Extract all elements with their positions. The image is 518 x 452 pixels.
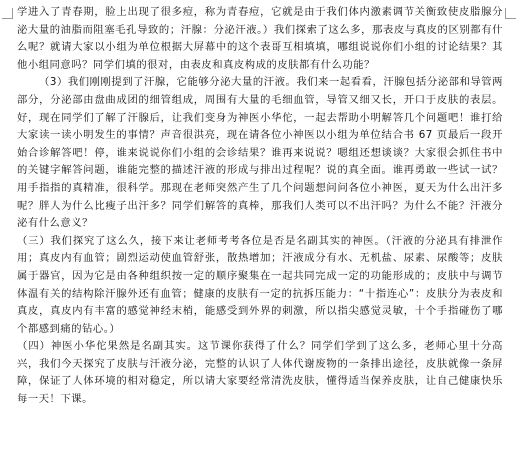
document-body: [17, 4, 503, 409]
paragraph-section-four: （四）神医小华佗果然是名副其实。这节课你获得了什么？同学们学到了这么多，老师心里十分高兴，我们今天探究了皮肤与汗液分泌，完整的认识了人体代谢废物的一条排出途径，皮肤就像一条屏障，保证了人体环境的相对稳定，所以请大家要经常清洗皮肤，懂得适当保养皮肤，让自己健康快乐每一天！下课。: [17, 340, 503, 406]
paragraph-intro-continuation: 学进入了青春期，脸上出现了很多痘，称为青春痘，它就是由于我们体内激素调节关衡致使皮脂腺分泌大量的油脂而阻塞毛孔导致的；汗腺：分泌汗液。）我们探索了这么多，那表皮与真皮的区别都有什么呢？就请大家以小组为单位根据大屏幕中的这个表哥互相填填，哪组说说你们小组的讨论结果？其他小组同意吗？同学们填的很对，由表皮和真皮构成的皮肤都有什么功能？: [17, 6, 503, 71]
paragraph-section-3: （3）我们刚刚提到了汗腺，它能够分泌大量的汗液。我们来一起看看，汗腺包括分泌部和导管两部分，分泌部由盘曲成团的细管组成，周围有大量的毛细血管，导管又细又长，开口于皮肤的表层。好，现在同学们了解了汗腺后，让我们变身为神医小华佗，一起去帮助小明解答几个问题吧！谁打给大家读一读小明发生的事情？声音很洪亮，现在请各位小神医以小组为单位结合书 67 页最后一段开始合诊解答吧！停，谁来说说你们小组的会诊结果？谁再来说说？嗯组还想谈谈？大家很会抓住书中的关键字解答问题，谁能完整的描述汗液的形成与排出过程呢？说的真全面。谁再勇敢一些试一试？用手指指的真精准，很科学。那现在老师突然产生了几个问题想问问各位小神医，夏天为什么出汗多呢？胖人为什么比瘦子出汗多？同学们解答的真棒，那我们人类可以不出汗吗？为什么不能？汗液分泌有什么意义？: [17, 76, 503, 230]
page-corner-mark-right: [505, 8, 516, 19]
page-corner-mark-left: [2, 8, 13, 19]
paragraph-section-three: （三）我们探究了这么久，接下来让老师考考各位是否是名副其实的神医。（汗液的分泌具有排泄作用；真皮内有血管；剧烈运动使血管舒张，散热增加；汗液成分有水、无机盐、尿素、尿酸等；皮肤属于器官，因为它是由各种组织按一定的顺序聚集在一起共同完成一定的功能形成的；皮肤中与调节体温有关的结构除汗腺外还有血管；健康的皮肤有一定的抗拆压能力：“十指连心”：皮肤分为表皮和真皮，真皮内有丰富的感觉神经末梢，能感受到外界的刺激，所以指尖感觉灵敏，十个手指碰伤了哪个都感到痛的钻心。）: [17, 234, 503, 335]
